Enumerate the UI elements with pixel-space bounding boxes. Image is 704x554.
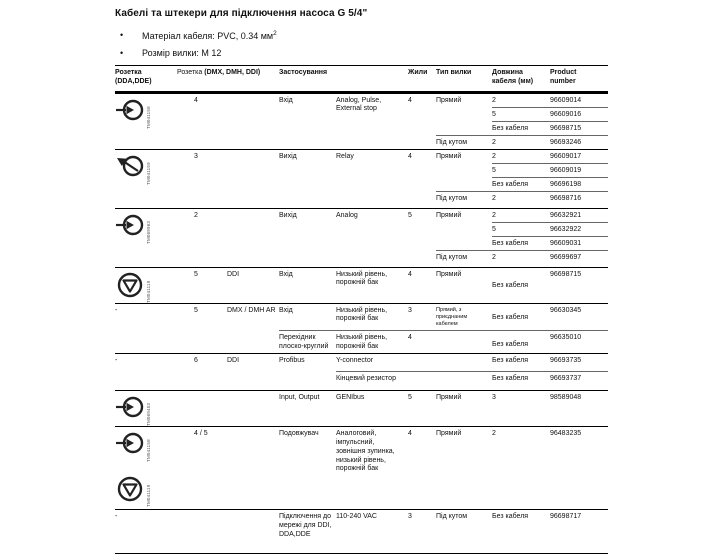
cable-length-cell: 2 [492,430,496,438]
table-row [279,330,608,354]
plug-type-cell: Під кутом [436,135,492,149]
application-cell [279,371,336,390]
socket2-number: 3 [194,152,198,160]
tm-label: TM041159 [146,161,151,185]
header-wires: Жили [408,69,428,76]
cable-length-cell: Без кабеля [492,236,550,250]
page-content [115,8,615,554]
plug-type-cell: Прямий, з приєднаним кабелем [436,306,468,327]
cable-plug-input-icon [115,212,145,238]
table-group-input-analog [115,93,608,149]
wires-cell: 5 [408,211,412,219]
application-cell: Profibus [279,357,305,365]
socket-cell [115,94,177,149]
application-detail-cell: 110-240 VAC [336,513,377,521]
tm-label: TM069453 [146,403,151,427]
bullet-marker: • [120,30,124,40]
table-group-profibus [115,353,608,390]
socket2-number: 5 [194,270,198,278]
application-detail-cell: Низький рівень, порожній бак [336,306,388,323]
table-group-ddi-level [115,267,608,303]
cable-length-cell: 2 [492,191,550,205]
cable-length-cell: Без кабеля [492,340,529,348]
table-group-output-relay [115,149,608,208]
tm-label: TM041158 [146,439,151,463]
socket2-number: 4 / 5 [194,430,208,438]
cable-length-cell: Без кабеля [492,357,529,365]
socket2-type [227,427,279,509]
bullet-item [115,30,615,41]
table-group-output-analog [115,208,608,267]
product-number-cell: 96693737 [550,375,582,383]
product-number-cell: 96698715 [550,270,582,278]
product-number-cell: 96609017 [550,152,582,160]
product-number-cell: 96693246 [550,135,608,149]
icon-with-label [115,430,174,462]
table-row [279,304,608,330]
product-number-cell: 96632921 [550,211,582,219]
cable-length-cell: Без кабеля [492,513,529,521]
plug-type-cell: Прямий [436,430,462,438]
product-number-cell: 96632922 [550,222,608,236]
bullet-list [115,30,615,58]
socket2-type [227,391,279,426]
socket2-type: DDI [227,357,240,365]
application-subrows [279,304,608,354]
socket-cell [115,427,177,509]
socket-cell [115,209,177,267]
tm-label: TM041119 [146,280,151,303]
application-cell: Вихід [279,211,297,219]
header-socket-dmx: Розетка (DMX, DMH, DDI) [177,69,261,76]
socket2-number: 6 [194,357,198,365]
socket-cell [115,268,177,303]
wires-cell: 4 [408,270,412,278]
product-number-cell: 96693735 [550,357,582,365]
wires-cell [408,354,436,371]
application-cell: Вихід [279,152,297,160]
application-detail-cell: Y-connector [336,357,374,365]
page-title: Кабелі та штекери для підключення насоса G 5/4" [115,8,368,19]
application-cell: Подовжувач [279,430,319,438]
wires-cell: 4 [408,152,412,160]
plug-type-cell [436,222,492,236]
socket2-type [227,510,279,553]
superscript: 2 [273,30,277,37]
application-detail-cell: GENIbus [336,394,365,402]
socket2-number [177,391,227,426]
cable-length-cell: 2 [492,135,550,149]
socket-cell [115,150,177,208]
bullet-text-cable-material: Матеріал кабеля: PVC, 0.34 $мм^2$ [142,30,277,41]
header-cable-length: Довжина кабеля (мм) [492,69,534,85]
plug-type-cell: Прямий [436,96,462,104]
socket2-type [227,150,279,208]
product-number-cell: 96696198 [550,177,608,191]
bullet-text-plug-size: Розмір вилки: M 12 [142,48,222,58]
wires-cell: 4 [408,333,412,341]
application-subrows [279,354,608,390]
application-detail-cell: Кінцевий резистор [336,375,396,383]
product-number-cell: 96609016 [550,107,608,121]
cable-length-cell: 2 [492,96,496,104]
wires-cell: 3 [408,513,412,521]
cable-length-cell: 2 [492,211,496,219]
table-row [279,371,608,390]
product-number-cell: 96635010 [550,333,582,341]
socket-cell: - [115,357,118,365]
tm-label: TM041158 [146,105,151,129]
product-number-cell: 98589048 [550,394,582,402]
plug-type-cell [436,163,492,177]
cable-length-cell: 5 [492,107,550,121]
table-group-genibus [115,390,608,426]
product-number-cell: 96698715 [550,121,608,135]
cable-length-cell: Без кабеля [492,177,550,191]
wires-cell: 3 [408,306,412,314]
cable-length-cell: Без кабеля [492,375,529,383]
socket-cell: - [115,513,118,521]
wires-cell: 4 [408,96,412,104]
table-group-dmx-dmh [115,303,608,354]
plug-type-cell: Прямий [436,211,462,219]
plug-type-cell: Під кутом [436,250,492,264]
socket-cell [115,391,177,426]
cable-plug-input-icon [115,430,145,456]
header-application: Застосування [279,69,328,76]
socket2-type: DDI [227,270,240,278]
level-sensor-icon [115,271,145,299]
cable-length-cell: Без кабеля [492,313,529,321]
plug-type-cell [436,107,492,121]
application-detail-cell: Analog [336,211,358,219]
socket2-type: DMX / DMH AR [227,306,276,314]
plug-type-cell: Під кутом [436,513,468,521]
cable-length-cell: Без кабеля [492,121,550,135]
icon-with-label [115,475,174,507]
cable-length-cell: 2 [492,152,496,160]
cable-plug-input-icon [115,97,145,123]
application-cell: Перехідник плоско-круглий [279,333,329,350]
plug-type-cell [436,121,492,135]
socket2-type [227,94,279,149]
wires-cell [408,372,436,390]
application-detail-cell: Низький рівень, порожній бак [336,333,388,350]
product-number-cell: 96609014 [550,96,582,104]
application-cell: Підключення до мережі для DDI, DDA,DDE [279,513,332,538]
plug-variant-block [436,150,608,208]
product-number-cell: 96699697 [550,250,608,264]
header-socket-dda: Розетка (DDA,DDE) [115,69,152,85]
application-detail-cell: Низький рівень, порожній бак [336,270,388,287]
cable-length-cell: 5 [492,163,550,177]
socket2-number: 2 [194,211,198,219]
application-cell: Вхід [279,306,293,314]
wires-cell: 4 [408,430,412,438]
plug-type-cell: Прямий [436,152,462,160]
application-cell: Вхід [279,96,293,104]
cable-length-cell: 3 [492,394,496,402]
plug-type-cell: Прямий [436,394,462,402]
plug-type-cell [436,372,492,390]
bullet-item [115,48,615,58]
plug-type-cell [436,236,492,250]
application-detail-cell: Relay [336,152,354,160]
cable-plug-output-icon [115,153,145,179]
plug-type-cell [436,331,492,354]
tm-label: TM069963 [146,220,151,244]
cable-length-cell: Без кабеля [492,281,529,289]
row-inner [336,371,608,390]
product-number-cell: 96630345 [550,306,582,314]
socket2-number [177,510,227,553]
plug-type-cell [436,177,492,191]
socket2-number: 5 [194,306,198,314]
table-group-extension [115,426,608,509]
application-detail-cell: Analog, Pulse, External stop [336,96,382,113]
header-product-number: Product number [550,69,577,85]
product-number-cell: 96609019 [550,163,608,177]
application-detail-cell: Аналоговий, імпульсний, зовнішня зупинка, низький рівень, порожній бак [336,430,395,473]
product-number-cell: 96609031 [550,236,608,250]
cable-plug-input-icon [115,394,145,420]
table-group-mains-connection [115,509,608,554]
socket-cell: - [115,306,118,314]
plug-type-cell: Прямий [436,270,462,278]
bullet-marker: • [120,48,124,58]
socket2-number: 4 [194,96,198,104]
product-number-cell: 96698717 [550,513,582,521]
socket2-type [227,209,279,267]
application-cell: Вхід [279,270,293,278]
plug-variant-block [436,94,608,149]
table-header-row [115,65,608,93]
product-number-cell: 96483235 [550,430,582,438]
tm-label: TM041119 [146,484,151,508]
cable-length-cell: 2 [492,250,550,264]
plug-type-cell [436,354,492,371]
header-plug-type: Тип вилки [436,69,472,76]
plug-type-cell: Під кутом [436,191,492,205]
level-sensor-icon [115,475,145,503]
application-cell: Input, Output [279,394,320,402]
product-table [115,65,608,554]
table-row [279,354,608,371]
plug-variant-block [436,209,608,267]
cable-length-cell: 5 [492,222,550,236]
wires-cell: 5 [408,394,412,402]
product-number-cell: 96698716 [550,191,608,205]
